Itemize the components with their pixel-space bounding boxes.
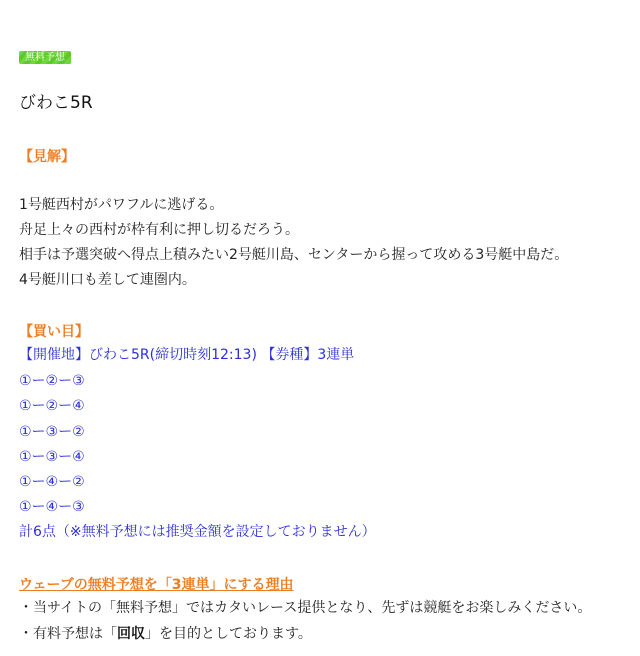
analysis-heading: 【見解】	[19, 149, 75, 165]
bet-combination: ①ー②ー④	[19, 398, 85, 414]
bet-total: 計6点（※無料予想には推奨金額を設定しておりません）	[19, 524, 376, 540]
analysis-line: 相手は予選突破へ得点上積みたい2号艇川島、センターから握って攻める3号艇中島だ。	[19, 247, 569, 263]
reason-line-2-prefix: ・有料予想は「	[19, 626, 117, 642]
analysis-line: 舟足上々の西村が枠有利に押し切るだろう。	[19, 222, 299, 238]
bet-info: 【開催地】びわこ5R(締切時刻12:13) 【券種】3連単	[19, 347, 355, 363]
free-prediction-badge: 無料予想	[19, 51, 71, 64]
reason-line-2-suffix: 」を目的としております。	[145, 626, 312, 642]
bet-combination: ①ー②ー③	[19, 373, 85, 389]
bet-combination: ①ー④ー②	[19, 474, 85, 490]
bet-combination: ①ー③ー④	[19, 449, 85, 465]
analysis-line: 4号艇川口も差して連圏内。	[19, 272, 196, 288]
bet-combination: ①ー④ー③	[19, 499, 85, 515]
reason-line-1: ・当サイトの「無料予想」ではカタいレース提供となり、先ずは競艇をお楽しみください。	[19, 600, 592, 616]
reason-line-2	[19, 624, 312, 644]
analysis-line: 1号艇西村がパワフルに逃げる。	[19, 197, 224, 213]
recovery-emphasis: 回収	[117, 626, 145, 642]
reason-heading: ウェーブの無料予想を「3連単」にする理由	[19, 577, 294, 593]
bet-combination: ①ー③ー②	[19, 424, 85, 440]
race-title: びわこ5R	[19, 93, 93, 113]
buy-heading: 【買い目】	[19, 324, 89, 340]
